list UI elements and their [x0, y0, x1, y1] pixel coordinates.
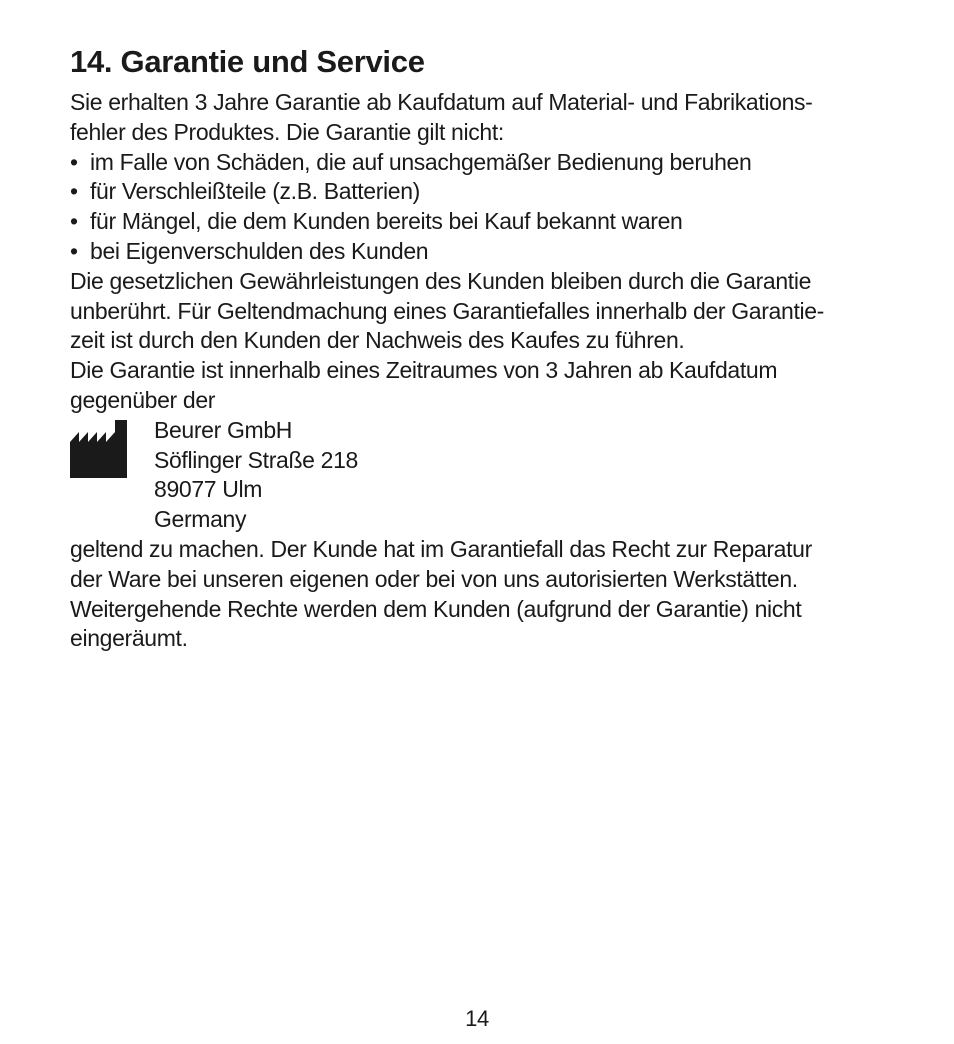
- address-line: 89077 Ulm: [154, 476, 263, 503]
- bullet-symbol: •: [70, 178, 78, 205]
- bullet-symbol: •: [70, 148, 78, 175]
- rights-paragraph: [70, 535, 890, 654]
- bullet-symbol: •: [70, 208, 78, 235]
- intro-paragraph: [70, 88, 890, 148]
- text-line: Die Garantie ist innerhalb eines Zeitraumes von 3 Jahren ab Kaufdatum: [70, 357, 778, 384]
- text-line: geltend zu machen. Der Kunde hat im Garantiefall das Recht zur Reparatur: [70, 535, 812, 562]
- list-item: [70, 207, 890, 237]
- text-line: Sie erhalten 3 Jahre Garantie ab Kaufdatum auf Material- und Fabrikations-: [70, 89, 813, 115]
- text-line: fehler des Produktes. Die Garantie gilt nicht:: [70, 118, 504, 145]
- text-line: Weitergehende Rechte werden dem Kunden (aufgrund der Garantie) nicht: [70, 595, 802, 622]
- text-line: zeit ist durch den Kunden der Nachweis des Kaufes zu führen.: [70, 327, 685, 354]
- list-item: [70, 237, 890, 267]
- address-line: Beurer GmbH: [154, 416, 293, 443]
- document-body: [70, 42, 890, 654]
- bullet-symbol: •: [70, 237, 78, 264]
- list-item-text: für Mängel, die dem Kunden bereits bei Kauf bekannt waren: [90, 208, 683, 235]
- list-item-text: für Verschleißteile (z.B. Batterien): [90, 178, 420, 205]
- warranty-paragraph: [70, 267, 890, 416]
- list-item: [70, 148, 890, 178]
- address-line: Söflinger Straße 218: [154, 446, 358, 473]
- text-line: der Ware bei unseren eigenen oder bei von uns autorisierten Werkstätten.: [70, 565, 798, 592]
- text-line: unberührt. Für Geltendmachung eines Garantiefalles innerhalb der Garantie-: [70, 297, 824, 324]
- list-item: [70, 177, 890, 207]
- section-title: 14. Garantie und Service: [70, 44, 425, 79]
- section-text: [70, 88, 890, 654]
- page-number: 14: [465, 1006, 489, 1031]
- list-item-text: bei Eigenverschulden des Kunden: [90, 237, 429, 264]
- address-line: Germany: [154, 506, 247, 533]
- text-line: gegenüber der: [70, 386, 216, 413]
- exclusion-list: [70, 148, 890, 267]
- text-line: eingeräumt.: [70, 625, 188, 652]
- manufacturer-address: [70, 416, 890, 535]
- manufacturer-icon: [70, 420, 127, 478]
- text-line: Die gesetzlichen Gewährleistungen des Kunden bleiben durch die Garantie: [70, 267, 812, 294]
- list-item-text: im Falle von Schäden, die auf unsachgemäßer Bedienung beruhen: [90, 148, 752, 175]
